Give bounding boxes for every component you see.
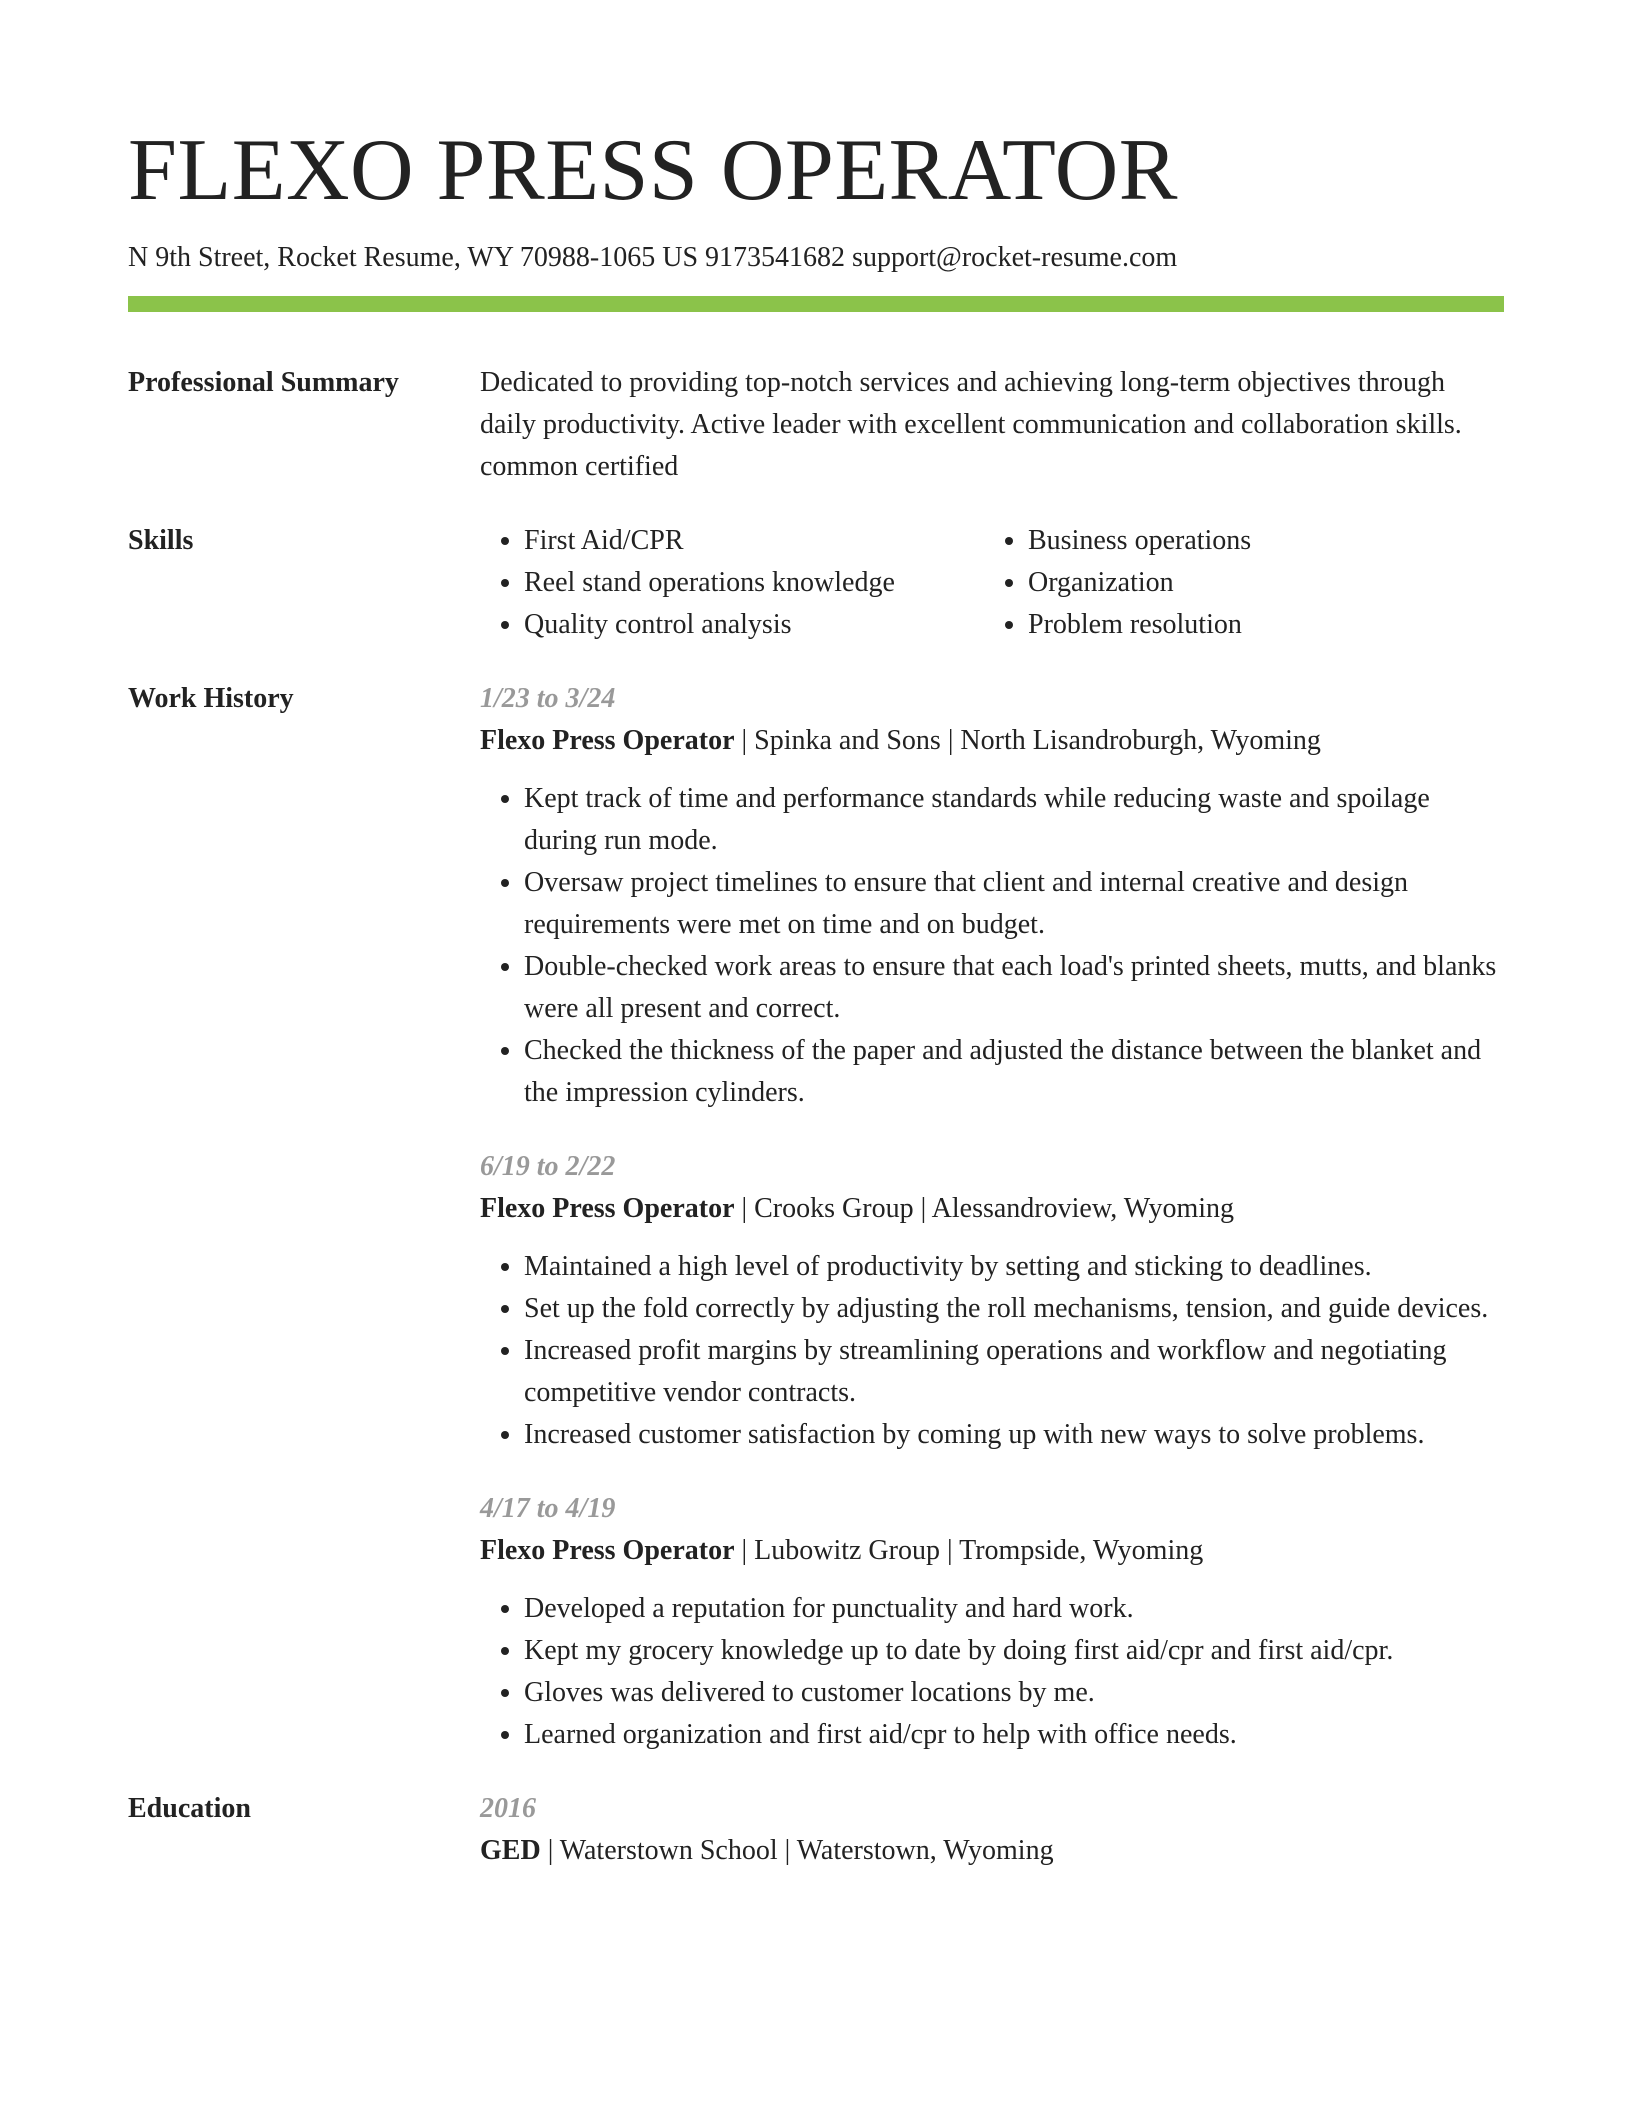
separator: | [940, 725, 961, 756]
job-location: Trompside, Wyoming [959, 1535, 1204, 1566]
job-bullet: • Maintained a high level of productivity by setting and sticking to deadlines. [524, 1246, 1504, 1288]
job-bullet: • Increased profit margins by streamlining operations and workflow and negotiating competitive vendor contracts. [524, 1330, 1504, 1414]
job-title-line [480, 720, 1504, 762]
separator: | [777, 1835, 797, 1866]
job-dates: 4/17 to 4/19 [480, 1493, 616, 1524]
separator: | [734, 725, 755, 756]
job-company: Crooks Group [754, 1193, 914, 1224]
skills-grid [480, 520, 1504, 646]
job-bullet: • Double-checked work areas to ensure that each load's printed sheets, mutts, and blanks were all present and correct. [524, 946, 1504, 1030]
education-school: Waterstown School [559, 1835, 778, 1866]
separator: | [913, 1193, 932, 1224]
job-bullet: • Set up the fold correctly by adjusting the roll mechanisms, tension, and guide devices. [524, 1288, 1504, 1330]
job-title: Flexo Press Operator [480, 1193, 735, 1224]
job-bullet: • Kept my grocery knowledge up to date by doing first aid/cpr and first aid/cpr. [524, 1630, 1504, 1672]
job-title: Flexo Press Operator [480, 1535, 735, 1566]
job-bullet: • Developed a reputation for punctuality and hard work. [524, 1588, 1504, 1630]
job-entry [480, 678, 1504, 1114]
job-bullets [480, 1588, 1504, 1756]
education-date: 2016 [480, 1793, 536, 1824]
job-company: Spinka and Sons [754, 725, 941, 756]
skills-label: Skills [128, 525, 194, 556]
skill-item: • Problem resolution [1028, 604, 1488, 646]
job-bullet: • Kept track of time and performance standards while reducing waste and spoilage during run mode. [524, 778, 1504, 862]
work-history-label: Work History [128, 683, 294, 714]
accent-divider [128, 296, 1504, 312]
skills-column-right [984, 520, 1488, 646]
summary-text: Dedicated to providing top-notch services and achieving long-term objectives through daily productivity. Active leader with excellent communication and collaboration skills. common certified [480, 367, 1462, 482]
separator: | [939, 1535, 960, 1566]
job-entry [480, 1488, 1504, 1756]
job-location: North Lisandroburgh, Wyoming [960, 725, 1321, 756]
job-bullets [480, 778, 1504, 1114]
education-label: Education [128, 1793, 251, 1824]
job-title: Flexo Press Operator [480, 725, 735, 756]
skill-item: • Reel stand operations knowledge [524, 562, 984, 604]
education-line [480, 1830, 1504, 1872]
separator: | [540, 1835, 560, 1866]
summary-section [128, 362, 1504, 488]
separator: | [734, 1193, 755, 1224]
work-history-section [128, 678, 1504, 1756]
education-section [128, 1788, 1504, 1872]
separator: | [734, 1535, 755, 1566]
job-dates: 1/23 to 3/24 [480, 683, 616, 714]
summary-label: Professional Summary [128, 367, 399, 398]
job-bullet: • Increased customer satisfaction by coming up with new ways to solve problems. [524, 1414, 1504, 1456]
job-title-line [480, 1188, 1504, 1230]
work-history-body [480, 678, 1504, 1756]
education-location: Waterstown, Wyoming [796, 1835, 1054, 1866]
contact-line: N 9th Street, Rocket Resume, WY 70988-1065 US 9173541682 support@rocket-resume.com [128, 242, 1178, 273]
skills-section [128, 520, 1504, 646]
education-body [480, 1788, 1504, 1872]
job-company: Lubowitz Group [754, 1535, 940, 1566]
job-location: Alessandroview, Wyoming [931, 1193, 1235, 1224]
skill-item: • Quality control analysis [524, 604, 984, 646]
skill-item: • Organization [1028, 562, 1488, 604]
job-dates: 6/19 to 2/22 [480, 1151, 616, 1182]
skill-item: • First Aid/CPR [524, 520, 984, 562]
job-bullet: • Checked the thickness of the paper and adjusted the distance between the blanket and the impression cylinders. [524, 1030, 1504, 1114]
education-degree: GED [480, 1835, 541, 1866]
job-title-line [480, 1530, 1504, 1572]
job-bullet: • Gloves was delivered to customer locations by me. [524, 1672, 1504, 1714]
skills-column-left [480, 520, 984, 646]
job-bullet: • Oversaw project timelines to ensure that client and internal creative and design requirements were met on time and on budget. [524, 862, 1504, 946]
candidate-name: FLEXO PRESS OPERATOR [128, 122, 1178, 219]
job-entry [480, 1146, 1504, 1456]
job-bullets [480, 1246, 1504, 1456]
summary-body [480, 362, 1504, 488]
skills-body [480, 520, 1504, 646]
skill-item: • Business operations [1028, 520, 1488, 562]
job-bullet: • Learned organization and first aid/cpr to help with office needs. [524, 1714, 1504, 1756]
